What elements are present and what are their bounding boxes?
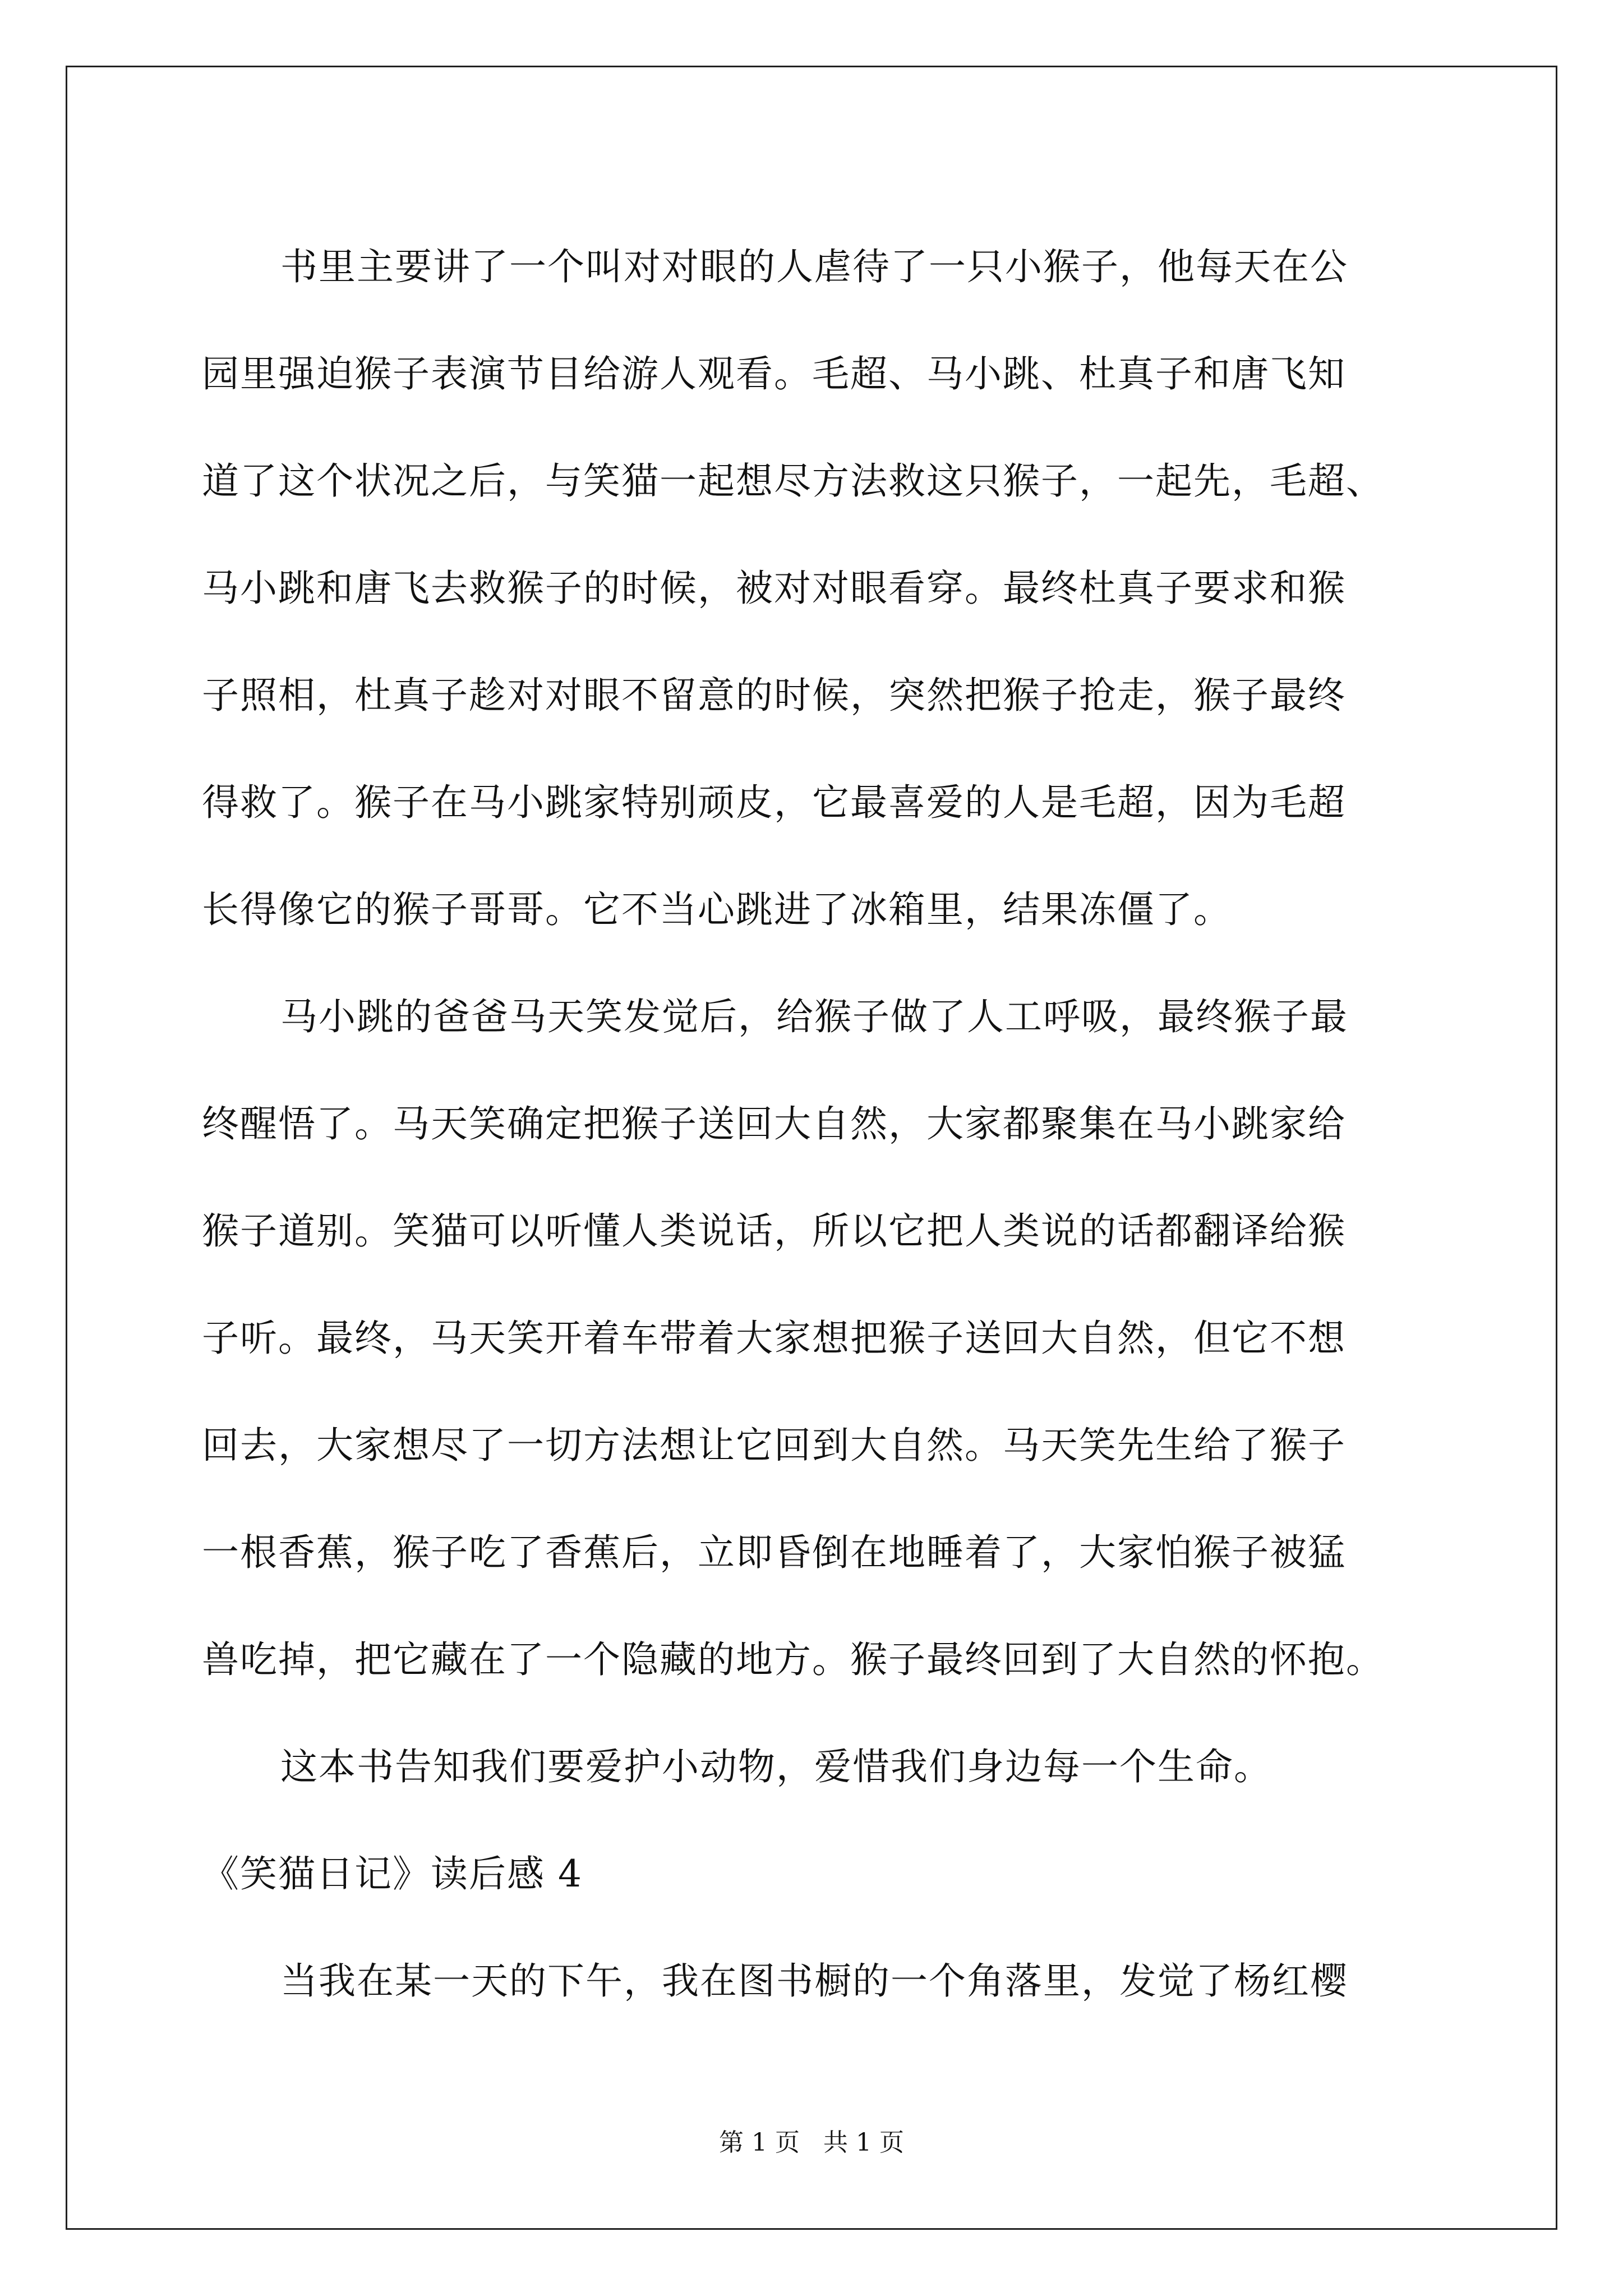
paragraph-line: 园里强迫猴子表演节目给游人观看。毛超、马小跳、杜真子和唐飞知: [202, 352, 1346, 395]
paragraph-line: 猴子道别。笑猫可以听懂人类说话，所以它把人类说的话都翻译给猴: [202, 1209, 1346, 1253]
paragraph-line: 终醒悟了。马天笑确定把猴子送回大自然，大家都聚集在马小跳家给: [202, 1102, 1346, 1145]
paragraph-line: 回去，大家想尽了一切方法想让它回到大自然。马天笑先生给了猴子: [202, 1424, 1346, 1467]
section-heading: 《笑猫日记》读后感 4: [202, 1852, 583, 1895]
paragraph-line: 书里主要讲了一个叫对对眼的人虐待了一只小猴子，他每天在公: [280, 245, 1348, 288]
paragraph-line: 得救了。猴子在马小跳家特别顽皮，它最喜爱的人是毛超，因为毛超: [202, 781, 1346, 824]
paragraph-line: 兽吃掉，把它藏在了一个隐藏的地方。猴子最终回到了大自然的怀抱。: [202, 1638, 1384, 1681]
paragraph-line: 马小跳的爸爸马天笑发觉后，给猴子做了人工呼吸，最终猴子最: [280, 995, 1348, 1038]
paragraph-line: 子照相，杜真子趁对对眼不留意的时候，突然把猴子抢走，猴子最终: [202, 674, 1346, 717]
paragraph-line: 当我在某一天的下午，我在图书橱的一个角落里，发觉了杨红樱: [280, 1959, 1348, 2003]
paragraph-line: 一根香蕉，猴子吃了香蕉后，立即昏倒在地睡着了，大家怕猴子被猛: [202, 1531, 1346, 1574]
paragraph-line: 马小跳和唐飞去救猴子的时候，被对对眼看穿。最终杜真子要求和猴: [202, 567, 1346, 610]
document-body: [202, 213, 1424, 2035]
page-number: 第 1 页: [719, 2128, 800, 2157]
paragraph-line: 道了这个状况之后，与笑猫一起想尽方法救这只猴子，一起先，毛超、: [202, 459, 1384, 503]
page-total: 共 1 页: [823, 2128, 904, 2157]
paragraph-line: 长得像它的猴子哥哥。它不当心跳进了冰箱里，结果冻僵了。: [202, 888, 1232, 931]
page-footer: [0, 2127, 1623, 2159]
paragraph-line: 子听。最终，马天笑开着车带着大家想把猴子送回大自然，但它不想: [202, 1317, 1346, 1360]
paragraph-line: 这本书告知我们要爱护小动物，爱惜我们身边每一个生命。: [280, 1745, 1272, 1788]
